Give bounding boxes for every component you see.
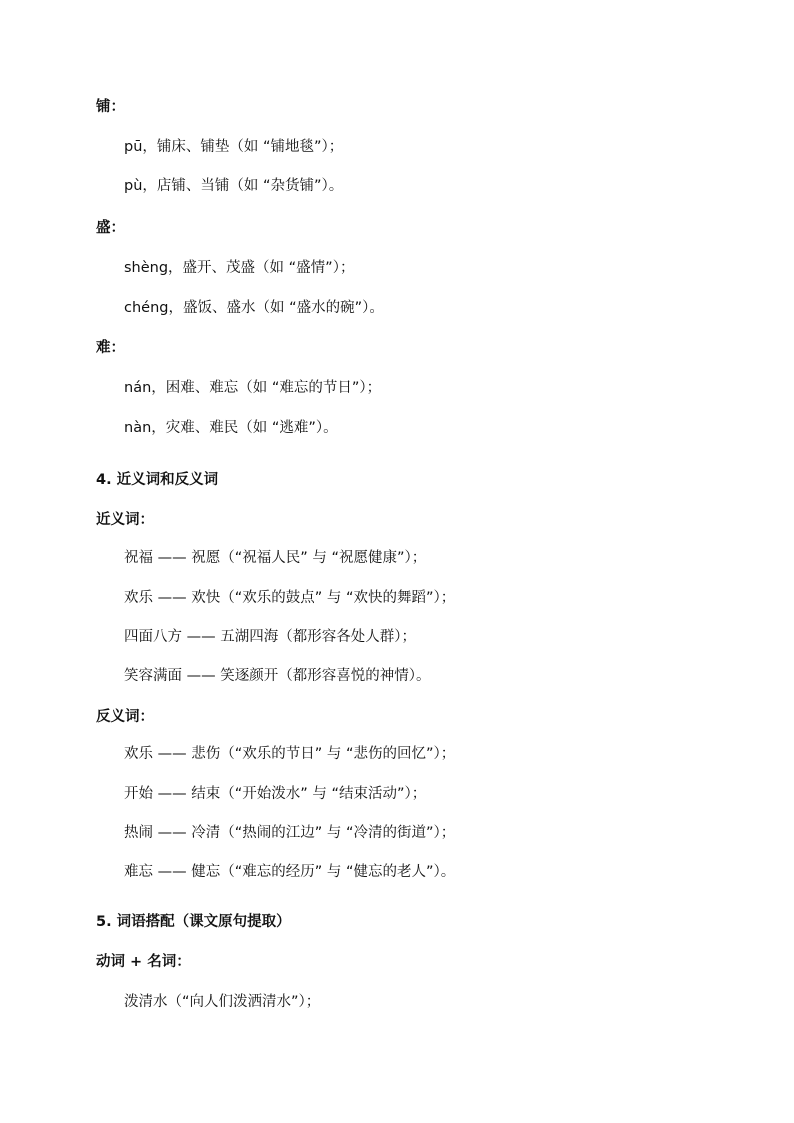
section-heading-synonyms-antonyms: 4. 近义词和反义词 <box>96 472 219 488</box>
collocation-line: 泼清水（“向人们泼洒清水”）； <box>124 994 321 1010</box>
section-heading-collocations: 5. 词语搭配（课文原句提取） <box>96 914 291 930</box>
synonym-line: 笑容满面 —— 笑逐颜开（都形容喜悦的神情）。 <box>124 668 431 684</box>
polyphone-heading-nan: 难： <box>96 340 125 356</box>
polyphone-heading-pu: 铺： <box>96 99 125 115</box>
synonym-line: 欢乐 —— 欢快（“欢乐的鼓点” 与 “欢快的舞蹈”）； <box>124 590 456 606</box>
polyphone-line: shèng，盛开、茂盛（如 “盛情”）； <box>124 260 355 276</box>
synonym-line: 四面八方 —— 五湖四海（都形容各处人群）； <box>124 629 416 645</box>
collocations-label: 动词 + 名词： <box>96 954 191 970</box>
polyphone-line: chéng，盛饭、盛水（如 “盛水的碗”）。 <box>124 300 384 316</box>
synonyms-label: 近义词： <box>96 512 154 528</box>
antonym-line: 热闹 —— 冷清（“热闹的江边” 与 “冷清的街道”）； <box>124 825 456 841</box>
polyphone-line: pù，店铺、当铺（如 “杂货铺”）。 <box>124 178 344 194</box>
antonym-line: 开始 —— 结束（“开始泼水” 与 “结束活动”）； <box>124 786 427 802</box>
antonym-line: 欢乐 —— 悲伤（“欢乐的节日” 与 “悲伤的回忆”）； <box>124 746 456 762</box>
polyphone-line: nán，困难、难忘（如 “难忘的节日”）； <box>124 380 382 396</box>
polyphone-heading-sheng: 盛： <box>96 220 125 236</box>
polyphone-line: nàn，灾难、难民（如 “逃难”）。 <box>124 420 338 436</box>
antonyms-label: 反义词： <box>96 709 154 725</box>
antonym-line: 难忘 —— 健忘（“难忘的经历” 与 “健忘的老人”）。 <box>124 864 456 880</box>
synonym-line: 祝福 —— 祝愿（“祝福人民” 与 “祝愿健康”）； <box>124 550 427 566</box>
polyphone-line: pū，铺床、铺垫（如 “铺地毯”）； <box>124 139 344 155</box>
